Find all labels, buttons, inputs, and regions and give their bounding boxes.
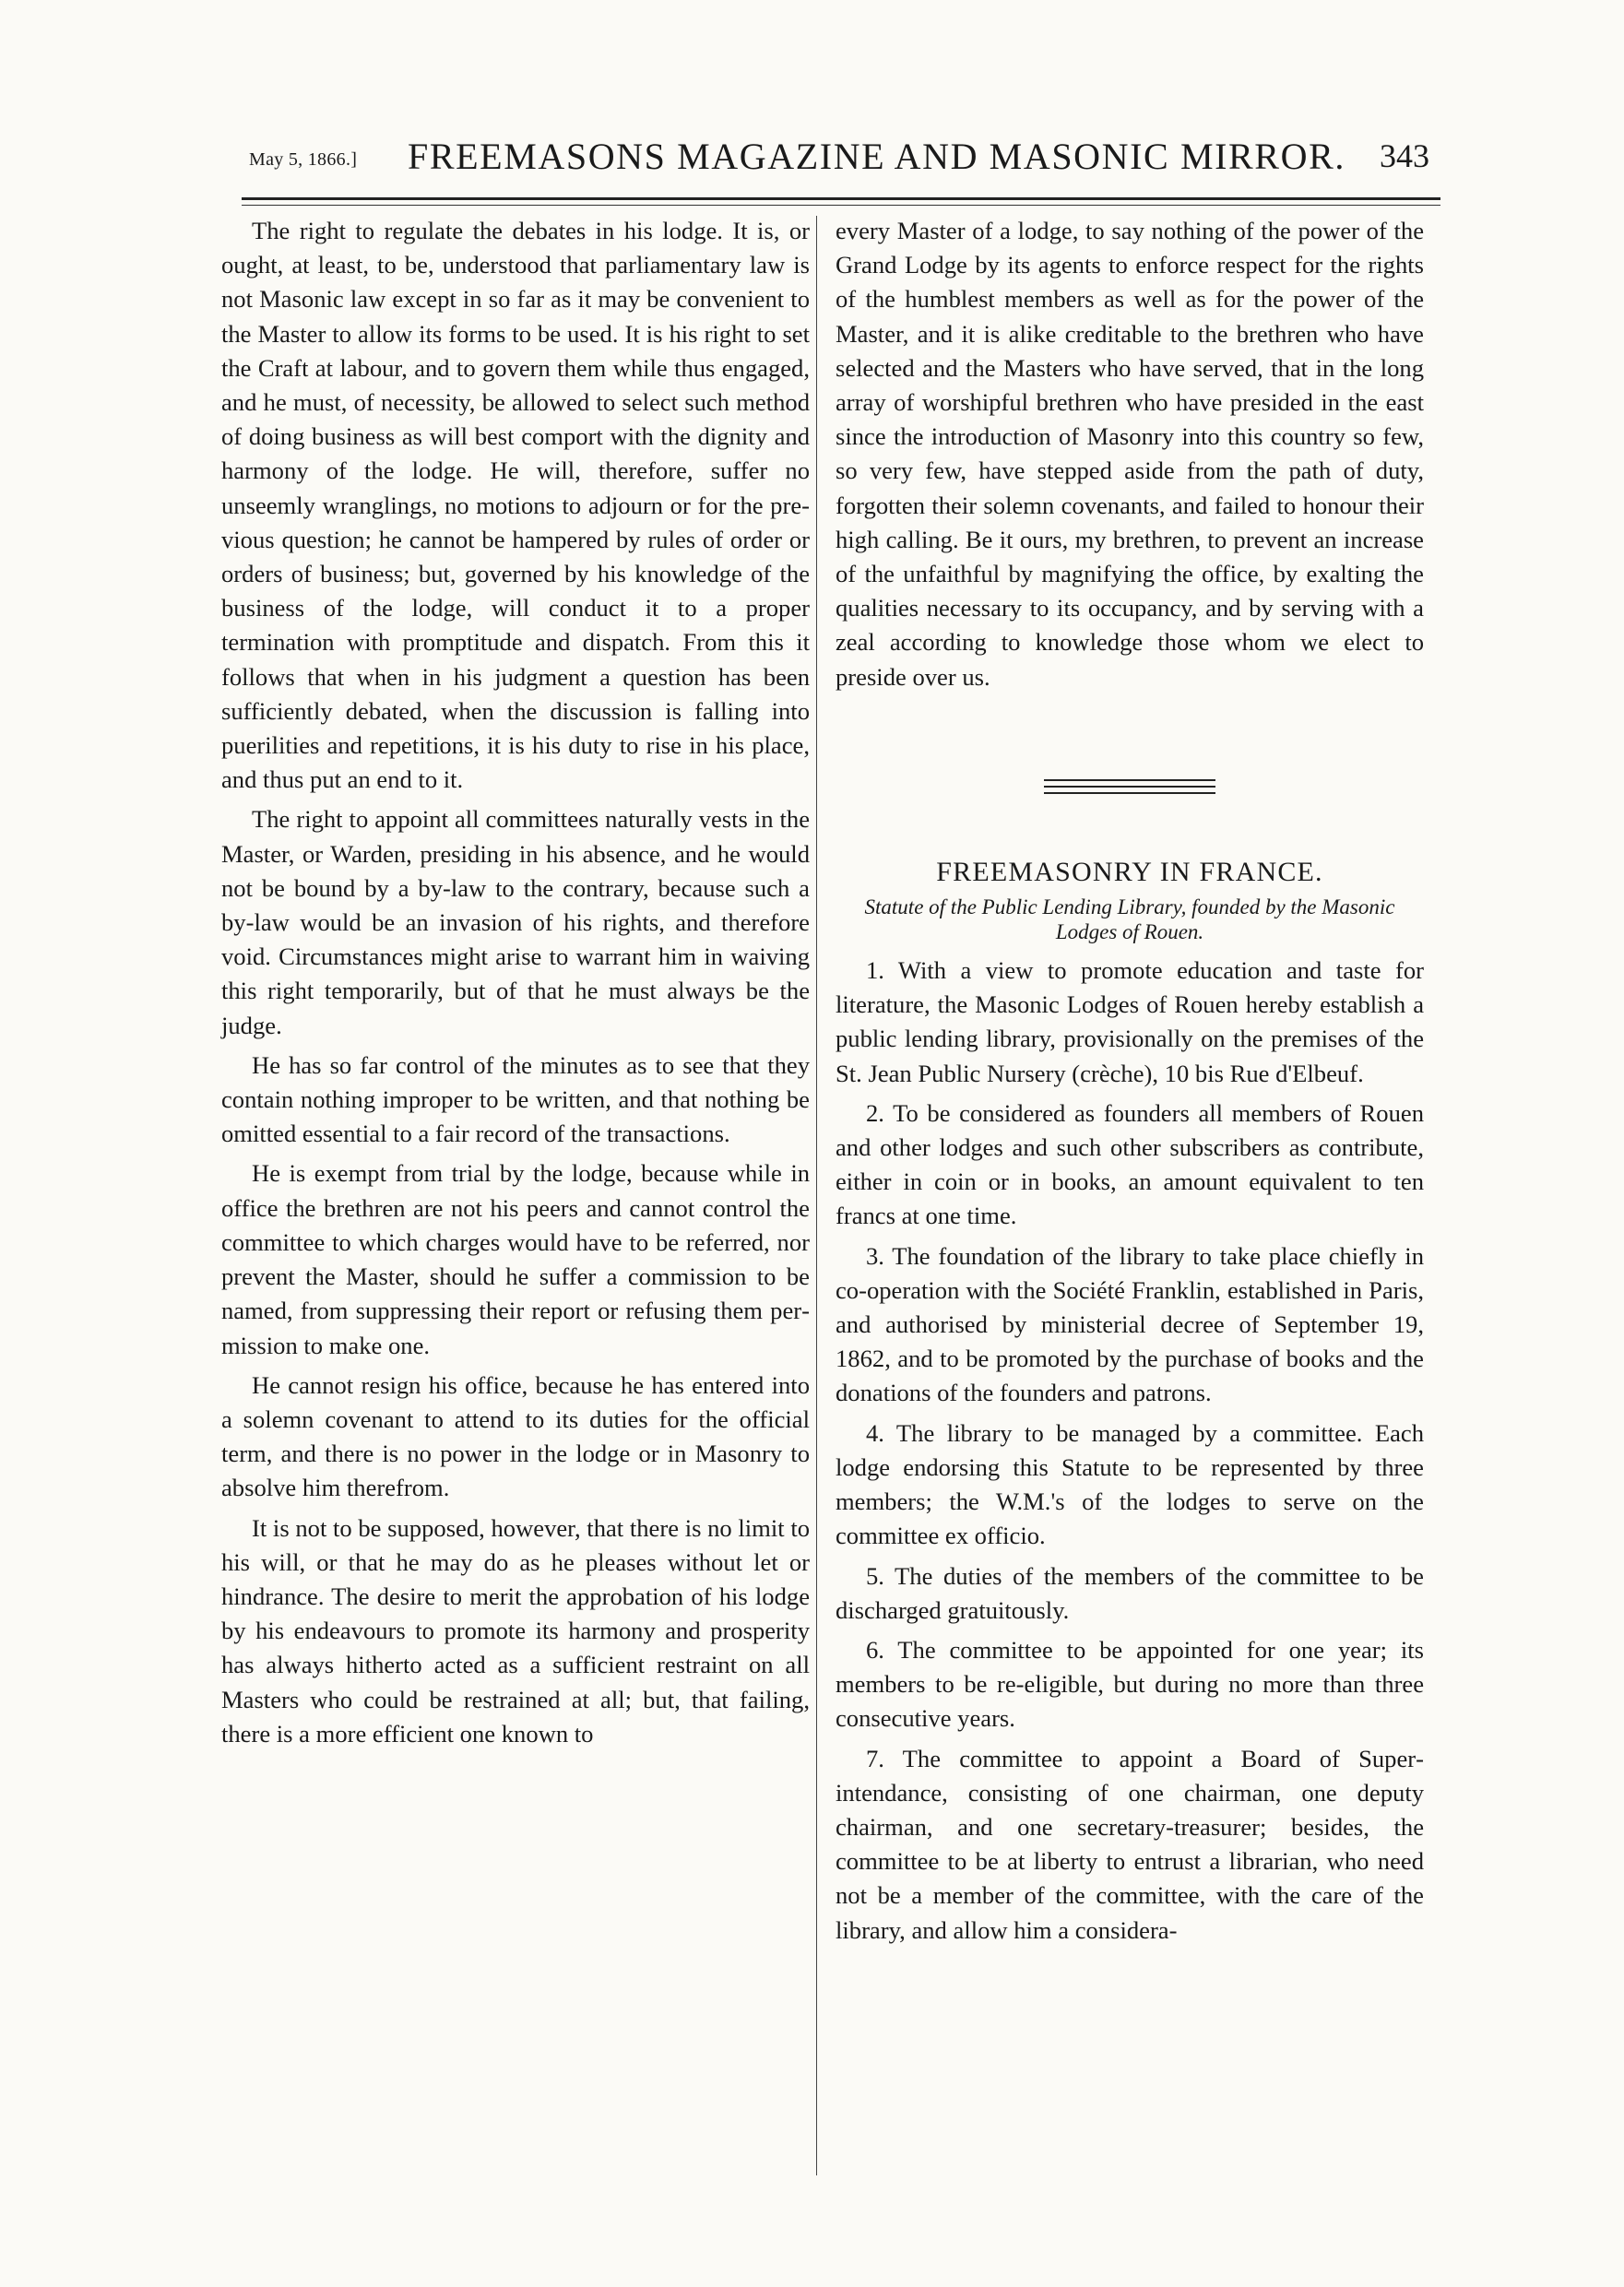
statute-article: 2. To be considered as founders all members of Rouen and other lodges and such other subscribers as contribute, either in coin or in books, an amount equivalent to ten francs at one time.: [836, 1098, 1424, 1230]
section-title: FREEMASONRY IN FRANCE.: [936, 856, 1323, 887]
paragraph: The right to appoint all committees naturally vests in the Master, or Warden, presiding in his absence, and he would not be bound by a by-law to the contrary, because such a by-law would be an invasion of his rights, and therefore void. Circumstances might arise to warrant him in waiving this right temporarily, but of that he must always be the judge.: [221, 805, 810, 1039]
header-rule-thick: [242, 197, 1440, 200]
paragraph: He cannot resign his office, because he has entered into a solemn covenant to attend to its duties for the official term, and there is no power in the lodge or in Masonry to absolve him therefrom.: [221, 1370, 810, 1502]
statute-article: 7. The committee to appoint a Board of Superintendance, consisting of one chairman, one deputy chairman, and one secretary-treasurer; besides, the committee to be at liberty to entrust a librarian, who need not be a member of the committee, with the care of the library, and allow him a considera-: [836, 1744, 1424, 1944]
running-header: [242, 129, 1440, 184]
paragraph: He is exempt from trial by the lodge, because while in office the brethren are not his peers and cannot control the committee to which charges would have to be referred, nor prevent the Master, should he suffer a commission to be named, from suppressing their report or refusing them permission to make one.: [221, 1159, 810, 1359]
paragraph: He has so far control of the minutes as to see that they contain nothing improper to be written, and that nothing be omitted essential to a fair record of the transactions.: [221, 1050, 810, 1148]
statute-article: 3. The foundation of the library to take place chiefly in co-operation with the Société Franklin, established in Paris, and authorised by ministerial decree of September 19, 1862, and to be promoted by the purchase of books and the donations of the founders and patrons.: [836, 1241, 1424, 1407]
section-subtitle: Statute of the Public Lending Library, founded by the Masonic Lodges of Rouen.: [864, 895, 1395, 944]
paragraph: It is not to be supposed, however, that there is no limit to his will, or that he may do as he pleases without let or hindrance. The desire to merit the approbation of his lodge by his endeavours to promote its harmony and prosperity has always hitherto acted as a sufficient restraint on all Masters who could be restrained at all; but, that failing, there is a more efficient one known to: [221, 1513, 810, 1748]
column-divider: [816, 216, 817, 2175]
statute-article: 1. With a view to promote education and taste for literature, the Masonic Lodges of Rouen hereby establish a public lending library, provisionally on the premises of the St. Jean Public Nursery (crèche), 10 bis Rue d'Elbeuf.: [836, 956, 1424, 1087]
header-rule-thin: [242, 205, 1440, 206]
statute-article: 4. The library to be managed by a committee. Each lodge endorsing this Statute to be represented by three members; the W.M.'s of the lodges to serve on the committee ex officio.: [836, 1418, 1424, 1550]
right-column: [836, 214, 1424, 1953]
statute-article: 6. The committee to be appointed for one year; its members to be re-eligible, but during no more than three consecutive years.: [836, 1635, 1424, 1733]
continued-paragraph: every Master of a lodge, to say nothing of the power of the Grand Lodge by its agents to enforce respect for the rights of the humblest members as well as for the power of the Master, and it is alike creditable to the brethren who have selected and the Masters who have served, that in the long array of worshipful brethren who have presided in the east since the introduction of Masonry into this country so few, so very few, have stepped aside from the path of duty, forgotten their solemn covenants, and failed to honour their high calling. Be it ours, my brethren, to prevent an increase of the unfaithful by magnifying the office, by exalting the qualities necessary to its occupancy, and by serving with a zeal according to knowledge those whom we elect to preside over us.: [836, 217, 1424, 691]
page-number: 343: [1380, 137, 1429, 174]
magazine-title: FREEMASONS MAGAZINE AND MASONIC MIRROR.: [408, 136, 1345, 177]
section-separator-ornament: [1044, 779, 1215, 794]
statute-article: 5. The duties of the members of the committee to be discharged gratuitously.: [836, 1561, 1424, 1624]
left-column: [221, 214, 810, 1757]
issue-date: May 5, 1866.]: [249, 149, 358, 170]
paragraph: The right to regulate the debates in his lodge. It is, or ought, at least, to be, understood that parliamentary law is not Masonic law except in so far as it may be convenient to the Master to allow its forms to be used. It is his right to set the Craft at labour, and to govern them while thus engaged, and he must, of necessity, be allowed to select such method of doing business as will best comport with the dignity and harmony of the lodge. He will, therefore, suffer no unseemly wranglings, no motions to adjourn or for the previous question; he cannot be hampered by rules of order or orders of business; but, governed by his knowledge of the business of the lodge, will conduct it to a proper termination with promptitude and dispatch. From this it follows that when in his judgment a question has been sufficiently debated, when the discussion is falling into puerilities and repetitions, it is his duty to rise in his place, and thus put an end to it.: [221, 217, 810, 794]
